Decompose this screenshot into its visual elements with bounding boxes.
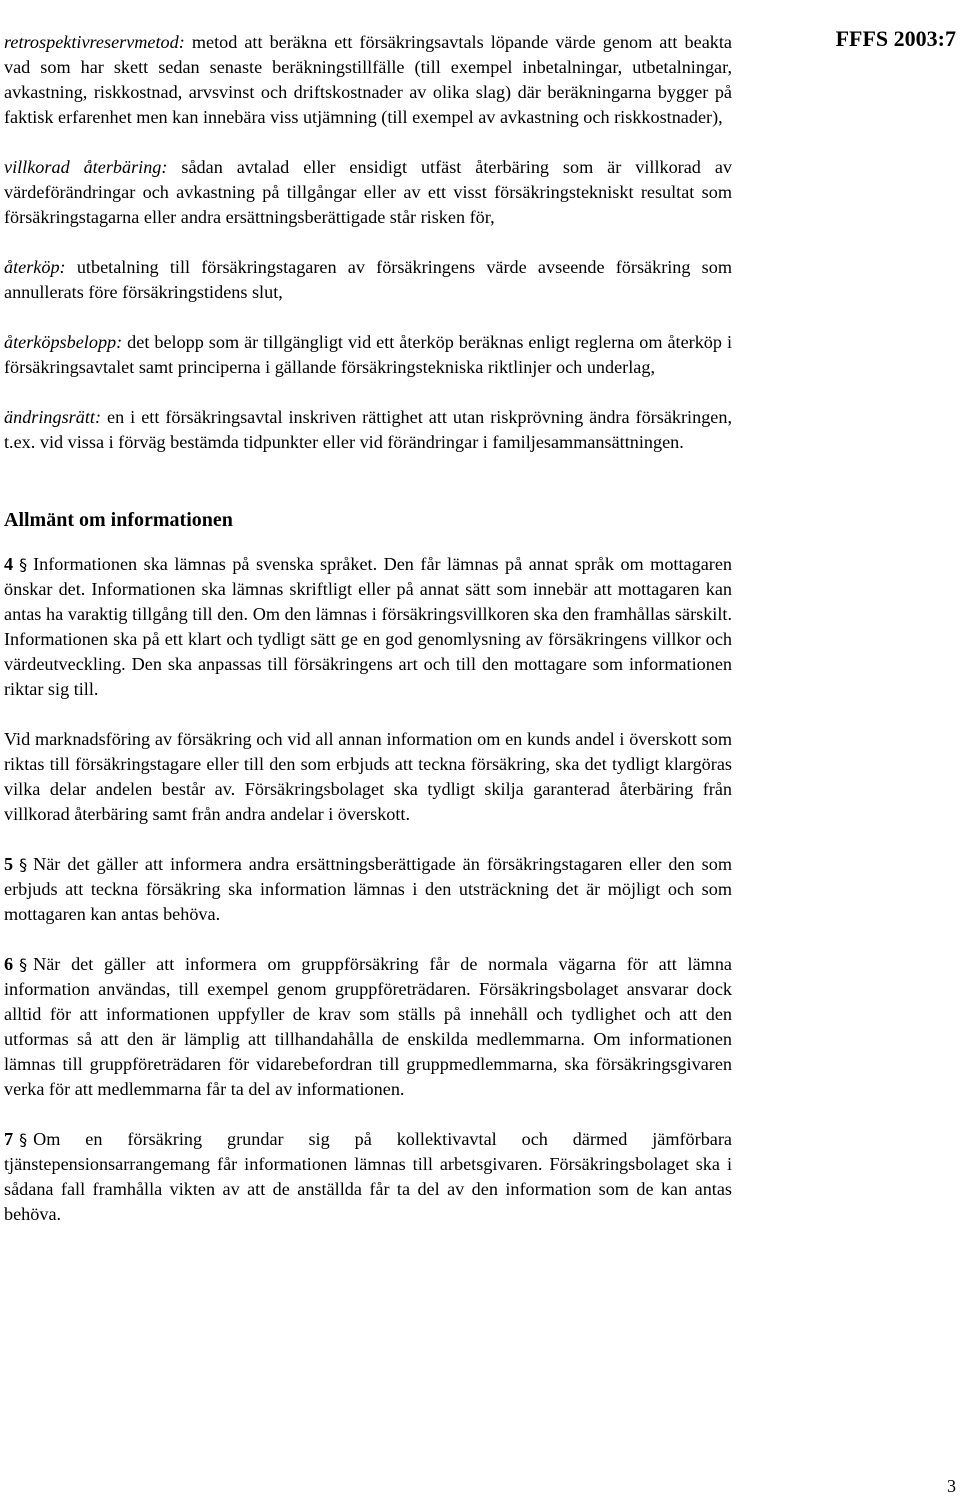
document-body [4,30,732,1252]
definition-item [4,255,732,305]
definition-text: det belopp som är tillgängligt vid ett återköp beräknas enligt reglerna om återköp i försäkringsavtalet samt principerna i gällande försäkringstekniska riktlinjer och underlag, [4,332,733,377]
paragraph [4,552,732,702]
section-sign-glyph: § [19,855,28,874]
paragraph [4,952,732,1102]
definition-item [4,30,732,130]
definition-term: retrospektivreservmetod: [4,32,185,52]
paragraph-number: 7 [4,1129,14,1149]
page-number: 3 [947,1476,956,1496]
paragraph-text: Informationen ska lämnas på svenska språket. Den får lämnas på annat språk om mottagaren önskar det. Informationen ska lämnas skriftligt eller på annat sätt som innebär att mottagaren kan antas ha varaktig tillgång till den. Om den lämnas i försäkringsvillkoren ska den framhållas särskilt. Informationen ska på ett klart och tydligt sätt ge en god genomlysning av försäkringens villkor och värdeutveckling. Den ska anpassas till försäkringens art och till den mottagare som informationen riktar sig till. [4,554,732,699]
definition-text: metod att beräkna ett försäkringsavtals löpande värde genom att beakta vad som har skett sedan senaste beräkningstillfälle (till exempel inbetalningar, utbetalningar, avkastning, riskkostnad, arvsvinst och driftskostnader av olika slag) där beräkningarna bygger på faktisk erfarenhet men kan innebära viss utjämning (till exempel av avkastning och riskkostnader), [4,32,732,127]
definition-item [4,155,732,230]
definition-term: ändringsrätt: [4,407,102,427]
definition-term: återköp: [4,257,66,277]
definition-term: återköpsbelopp: [4,332,123,352]
regulation-code: FFFS 2003:7 [835,26,956,51]
section-heading: Allmänt om informationen [4,509,233,531]
paragraph-number: 5 [4,854,14,874]
paragraph-number: 6 [4,954,14,974]
section-sign-glyph: § [19,555,28,574]
paragraph [4,727,732,827]
paragraph-number: 4 [4,554,14,574]
definition-term: villkorad återbäring: [4,157,168,177]
paragraph-text: Vid marknadsföring av försäkring och vid all annan information om en kunds andel i överskott som riktas till försäkringstagare eller till den som erbjuds att teckna försäkring, ska det tydligt klargöras vilka delar andelen består av. Försäkringsbolaget ska tydligt skilja garanterad återbäring från villkorad återbäring samt från andra andelar i överskott. [4,729,732,824]
definition-text: utbetalning till försäkringstagaren av försäkringens värde avseende försäkring som annullerats före försäkringstidens slut, [4,257,732,302]
definition-text: sådan avtalad eller ensidigt utfäst återbäring som är villkorad av värdeförändringar och avkastning på tillgångar eller av ett visst försäkringstekniskt resultat som försäkringstagarna eller andra ersättningsberättigade står risken för, [4,157,733,227]
definition-item [4,405,732,455]
paragraph [4,1127,732,1227]
paragraph-text: När det gäller att informera andra ersättningsberättigade än försäkringstagaren eller den som erbjuds att teckna försäkring ska information lämnas i den utsträckning det är möjligt och som mottagaren kan antas behöva. [4,854,732,924]
definition-text: en i ett försäkringsavtal inskriven rättighet att utan riskprövning ändra försäkringen, t.ex. vid vissa i förväg bestämda tidpunkter eller vid förändringar i familjesammansättningen. [4,407,732,452]
paragraph-text: När det gäller att informera om gruppförsäkring får de normala vägarna för att lämna information användas, till exempel genom gruppföreträdaren. Försäkringsbolaget ansvarar dock alltid för att informationen uppfyller de krav som ställs på innehåll och tydlighet och att den utformas så att den är lämplig att tillhandahålla de enskilda medlemmarna. Om informationen lämnas till gruppföreträdaren för vidarebefordran till gruppmedlemmarna, ska försäkringsgivaren verka för att medlemmarna får ta del av informationen. [4,954,732,1099]
section-sign-glyph: § [19,1130,28,1149]
paragraph-text: Om en försäkring grundar sig på kollektivavtal och därmed jämförbara tjänstepensionsarrangemang får informationen lämnas till arbetsgivaren. Försäkringsbolaget ska i sådana fall framhålla vikten av att de anställda får ta del av den information som de kan antas behöva. [4,1129,732,1224]
section-sign-glyph: § [19,955,28,974]
paragraph [4,852,732,927]
definition-item [4,330,732,380]
